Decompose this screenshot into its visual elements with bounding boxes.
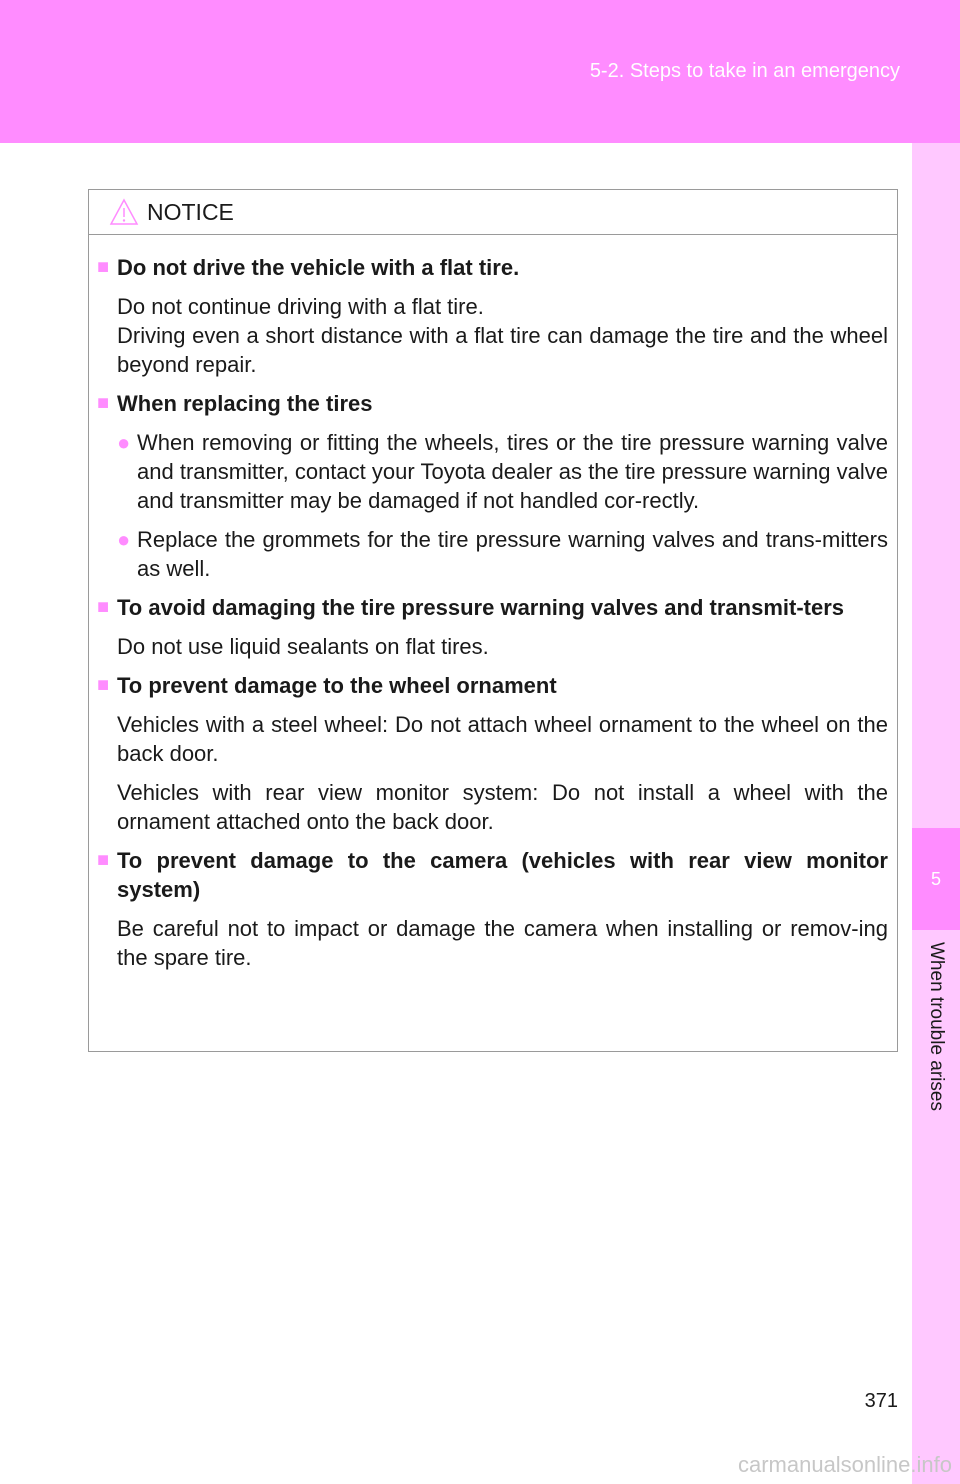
- square-bullet-icon: ■: [97, 849, 110, 871]
- item-heading: [97, 671, 888, 700]
- item-paragraph: Do not use liquid sealants on flat tires.: [117, 634, 489, 659]
- page-number: 371: [864, 1390, 898, 1412]
- square-bullet-icon: ■: [97, 674, 110, 696]
- list-item-text: When removing or fitting the wheels, tires or the tire pressure warning valve and transmitter, contact your Toyota dealer as the tire pressure warning valve and transmitter may be damaged if not handled cor-rectly.: [137, 430, 888, 513]
- chapter-title: When trouble arises: [926, 942, 947, 1111]
- item-heading: [97, 846, 888, 904]
- list-item: [117, 428, 888, 515]
- item-heading: [97, 593, 888, 622]
- item-heading-text: When replacing the tires: [117, 391, 373, 416]
- list-item-text: Replace the grommets for the tire pressure warning valves and trans-mitters as well.: [137, 527, 888, 581]
- list-item: [117, 525, 888, 583]
- item-paragraph: Vehicles with rear view monitor system: Do not install a wheel with the ornament attached onto the back door.: [117, 780, 888, 834]
- square-bullet-icon: ■: [97, 256, 110, 278]
- side-tab-track: [912, 143, 960, 1484]
- notice-title: NOTICE: [147, 198, 234, 225]
- item-heading: [97, 389, 888, 418]
- notice-header: [89, 190, 897, 235]
- item-heading-text: To prevent damage to the wheel ornament: [117, 673, 557, 698]
- warning-triangle-icon: [109, 198, 139, 226]
- item-paragraph-line: Driving even a short distance with a flat tire can damage the tire and the wheel beyond repair.: [117, 323, 888, 377]
- item-paragraph-line: Do not continue driving with a flat tire.: [117, 294, 484, 319]
- section-title: 5-2. Steps to take in an emergency: [589, 60, 900, 82]
- square-bullet-icon: ■: [97, 392, 110, 414]
- watermark: carmanualsonline.info: [737, 1452, 952, 1477]
- item-heading-text: To prevent damage to the camera (vehicles with rear view monitor system): [117, 848, 888, 902]
- item-heading-text: Do not drive the vehicle with a flat tire.: [117, 255, 520, 280]
- notice-box: [88, 189, 898, 1052]
- circle-bullet-icon: ●: [117, 527, 131, 552]
- item-paragraph: [117, 292, 888, 379]
- circle-bullet-icon: ●: [117, 430, 131, 455]
- item-paragraph: Be careful not to impact or damage the camera when installing or remov-ing the spare tire.: [117, 916, 888, 970]
- item-heading: [97, 253, 888, 282]
- chapter-number-tab: 5: [912, 828, 960, 930]
- item-paragraph: Vehicles with a steel wheel: Do not attach wheel ornament to the wheel on the back door.: [117, 712, 888, 766]
- item-heading-text: To avoid damaging the tire pressure warning valves and transmit-ters: [117, 595, 845, 620]
- notice-body: [89, 235, 897, 972]
- square-bullet-icon: ■: [97, 596, 110, 618]
